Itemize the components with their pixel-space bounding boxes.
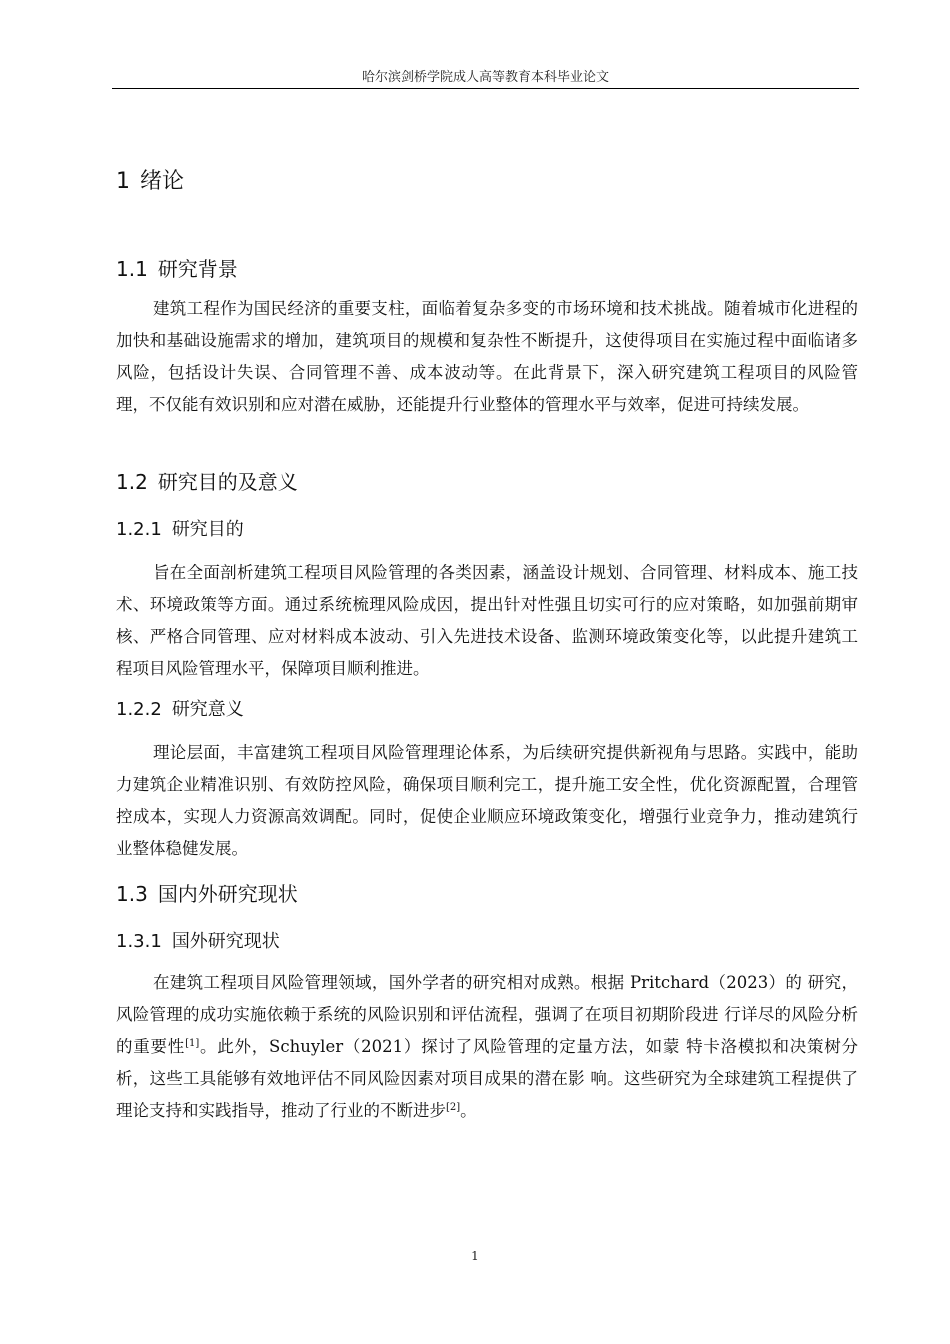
running-header: 哈尔滨剑桥学院成人高等教育本科毕业论文 — [361, 70, 609, 85]
section-number: 1.1 — [116, 257, 148, 281]
section-1-2-2-paragraph: 理论层面，丰富建筑工程项目风险管理理论体系，为后续研究提供新视角与思路。实践中，能助力建筑企业精准识别、有效防控风险，确保项目顺利完工，提升施工安全性，优化资源配置，合理管控成本，实现人力资源高效调配。同时，促使企业顺应环境政策变化，增强行业竞争力，推动建筑行业整体稳健发展。 — [116, 743, 858, 858]
section-title: 国内外研究现状 — [157, 882, 298, 906]
paragraph-text: 。 — [460, 1101, 477, 1120]
section-1-2-heading — [116, 466, 298, 495]
paragraph-text: 。此外，Schuyler（2021）探讨了风险管理的定量方法，如蒙 特卡洛模拟和决策树分析，这些工具能够有效地评估不同风险因素对项目成果的潜在影 响。这些研究为全球建筑工程提供了理论支持和实践指导，推动了行业的不断进步 — [116, 1037, 858, 1120]
section-title: 研究背景 — [157, 257, 238, 281]
paragraph-text: 在建筑工程项目风险管理领域，国外学者的研究相对成熟。根据 Pritchard（2023）的 研究，风险管理的成功实施依赖于系统的风险识别和评估流程，强调了在项目初期阶段进 行详尽的风险分析的重要性 — [116, 973, 858, 1056]
section-title: 研究目的及意义 — [157, 470, 298, 494]
section-title: 国外研究现状 — [171, 931, 280, 952]
section-1-2-2-heading — [116, 695, 244, 721]
section-1-1-paragraph: 建筑工程作为国民经济的重要支柱，面临着复杂多变的市场环境和技术挑战。随着城市化进程的加快和基础设施需求的增加，建筑项目的规模和复杂性不断提升，这使得项目在实施过程中面临诸多风险，包括设计失误、合同管理不善、成本波动等。在此背景下，深入研究建筑工程项目的风险管理，不仅能有效识别和应对潜在威胁，还能提升行业整体的管理水平与效率，促进可持续发展。 — [116, 299, 858, 414]
section-number: 1.2.1 — [116, 519, 162, 540]
section-1-3-heading — [116, 878, 298, 907]
page-number: 1 — [471, 1249, 479, 1263]
section-number: 1.3 — [116, 882, 148, 906]
section-number: 1.3.1 — [116, 931, 162, 952]
section-1-2-1-heading — [116, 515, 244, 541]
header-rule — [112, 88, 859, 89]
section-1-1-heading — [116, 253, 238, 282]
section-number: 1.2.2 — [116, 699, 162, 720]
chapter-heading — [116, 164, 184, 195]
citation-ref-2[interactable]: [2] — [446, 1102, 461, 1113]
chapter-number: 1 — [116, 169, 130, 194]
section-number: 1.2 — [116, 470, 148, 494]
section-1-3-1-heading — [116, 927, 280, 953]
citation-ref-1[interactable]: [1] — [185, 1038, 200, 1049]
section-1-3-1-paragraph — [116, 967, 858, 1127]
section-title: 研究意义 — [171, 699, 244, 720]
chapter-title: 绪论 — [140, 169, 185, 194]
section-title: 研究目的 — [171, 519, 244, 540]
section-1-2-1-paragraph: 旨在全面剖析建筑工程项目风险管理的各类因素，涵盖设计规划、合同管理、材料成本、施工技术、环境政策等方面。通过系统梳理风险成因，提出针对性强且切实可行的应对策略，如加强前期审核、严格合同管理、应对材料成本波动、引入先进技术设备、监测环境政策变化等，以此提升建筑工程项目风险管理水平，保障项目顺利推进。 — [116, 563, 858, 678]
